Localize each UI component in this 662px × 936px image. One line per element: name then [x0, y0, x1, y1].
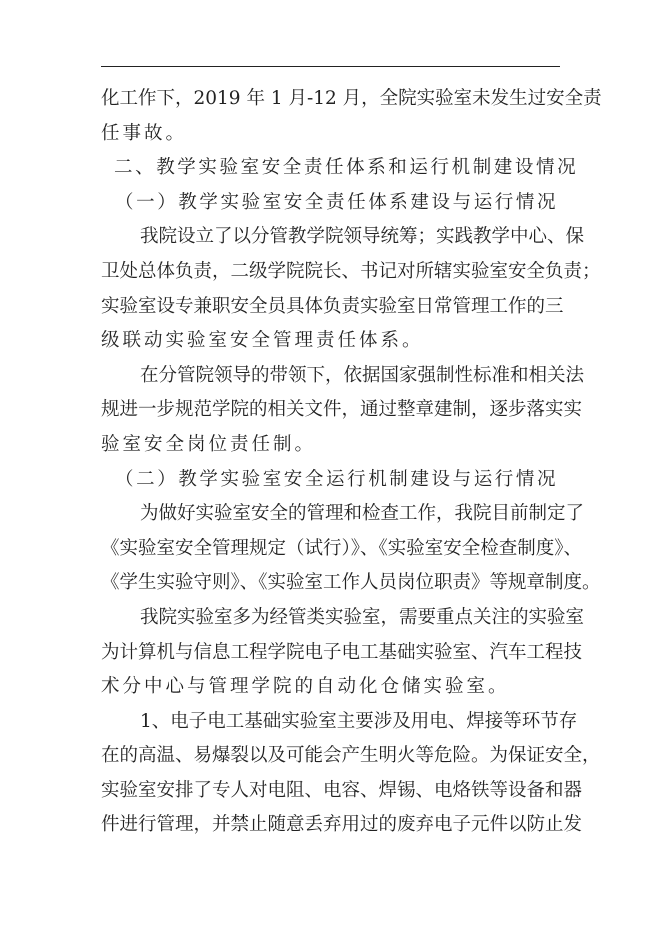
text-line: 验室安全岗位责任制。 — [101, 433, 317, 455]
text-line: 规进一步规范学院的相关文件，通过整章建制，逐步落实实 — [101, 399, 583, 421]
text-line: 级联动实验室安全管理责任体系。 — [101, 330, 424, 352]
text-line: 卫处总体负责，二级学院院长、书记对所辖实验室安全负责； — [101, 260, 601, 282]
text-line: 为计算机与信息工程学院电子电工基础实验室、汽车工程技 — [101, 641, 583, 663]
text-line: 《学生实验守则》、《实验室工作人员岗位职责》等规章制度。 — [101, 572, 601, 594]
text-line: 在的高温、易爆裂以及可能会产生明火等危险。为保证安全， — [101, 745, 601, 767]
text-line: 实验室设专兼职安全员具体负责实验室日常管理工作的三 — [101, 295, 564, 317]
text-line: 为做好实验室安全的管理和检查工作，我院目前制定了 — [140, 503, 585, 525]
text-line: 我院实验室多为经管类实验室，需要重点关注的实验室 — [140, 606, 585, 628]
section-heading: 二、教学实验室安全责任体系和运行机制建设情况 — [114, 157, 579, 179]
text-line: 《实验室安全管理规定（试行）》、《实验室安全检查制度》、 — [101, 537, 583, 559]
document-body — [101, 82, 602, 843]
text-line: 实验室安排了专人对电阻、电容、焊锡、电烙铁等设备和器 — [101, 779, 583, 801]
text-line: 我院设立了以分管教学院领导统筹；实践教学中心、保 — [140, 226, 585, 248]
text-line: 1、电子电工基础实验室主要涉及用电、焊接等环节存 — [140, 710, 578, 732]
text-line: 化工作下，2019 年 1 月-12 月，全院实验室未发生过安全责 — [101, 88, 602, 109]
header-rule — [101, 66, 560, 67]
section-heading: （二）教学实验室安全运行机制建设与运行情况 — [115, 468, 559, 490]
text-line: 术分中心与管理学院的自动化仓储实验室。 — [101, 676, 510, 698]
section-heading: （一）教学实验室安全责任体系建设与运行情况 — [115, 191, 559, 213]
text-line: 任事故。 — [101, 122, 188, 144]
text-line: 件进行管理，并禁止随意丢弃用过的废弃电子元件以防止发 — [101, 814, 583, 836]
text-line: 在分管院领导的带领下，依据国家强制性标准和相关法 — [140, 364, 585, 386]
